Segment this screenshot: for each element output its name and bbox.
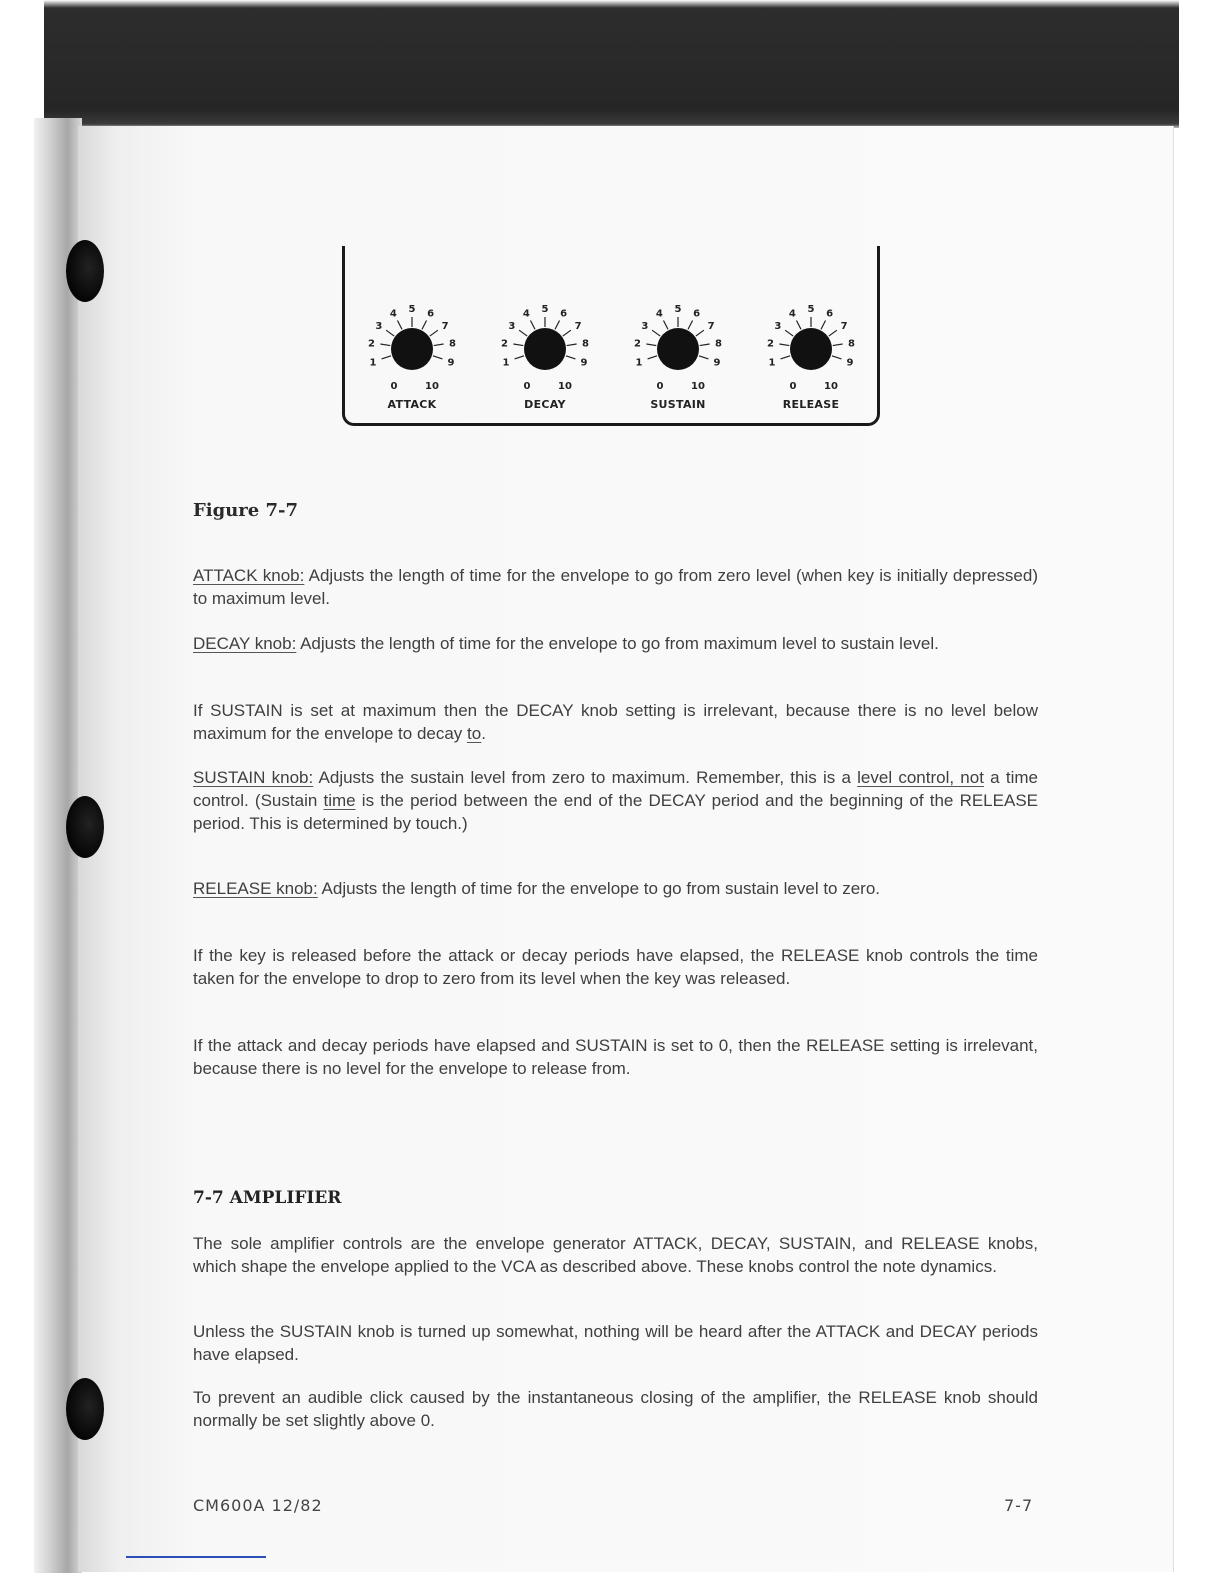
envelope-knob-panel [342,246,880,426]
knob-attack [391,328,433,370]
knob-tick [700,344,710,346]
term-release: RELEASE knob: [193,879,318,898]
knob-dial-graphics [345,246,877,423]
knob-scale-label: 1 [635,357,643,369]
term-decay: DECAY knob: [193,634,297,653]
knob-tick [515,356,525,359]
knob-scale-label: 9 [580,357,588,369]
knob-scale-label: 3 [774,320,782,332]
knob-scale-label: 9 [846,357,854,369]
knob-tick [781,356,791,359]
knob-scale-label: 0 [789,381,797,392]
knob-scale-label: 3 [508,320,516,332]
footer-page-number: 7-7 [1004,1496,1034,1515]
bottom-blue-rule [126,1556,266,1558]
paragraph-decay [193,632,1038,655]
knob-scale-label: 0 [523,381,531,392]
knob-tick [513,344,523,346]
term-time: time [323,791,356,810]
text-sustain-1: Adjusts the sustain level from zero to maximum. Remember, this is a [313,768,858,787]
knob-scale-label: 6 [427,308,435,320]
knob-tick [380,344,390,346]
term-attack: ATTACK knob: [193,566,305,585]
knob-tick [382,356,392,359]
knob-tick [699,356,709,359]
punch-hole-top [66,240,104,302]
knob-scale-label: 9 [447,357,455,369]
term-level-control: level control, not [857,768,984,787]
knob-tick [696,330,704,336]
knob-scale-label: 5 [807,304,815,315]
knob-tick [530,320,535,329]
knob-tick [821,320,826,329]
text-attack: Adjusts the length of time for the envelope to go from zero level (when key is initially depressed) to maximum level. [193,566,1038,608]
knob-tick [688,320,693,329]
knob-tick [567,344,577,346]
text-sustain-note-end: . [481,724,486,743]
knob-scale-label: 1 [768,357,776,369]
knob-scale-label: 7 [707,320,715,332]
amplifier-paragraph-1: The sole amplifier controls are the envelope generator ATTACK, DECAY, SUSTAIN, and RELEASE knobs, which shape the envelope applied to the VCA as described above. These knobs control the note dynamics. [193,1234,1038,1276]
knob-scale-label: 4 [389,308,397,320]
knob-scale-label: 8 [449,338,456,350]
knob-tick [422,320,427,329]
punch-hole-middle [66,796,104,858]
knob-scale-label: 1 [502,357,510,369]
knob-scale-label: 2 [501,338,508,350]
knob-scale-label: 7 [574,320,582,332]
figure-caption: Figure 7-7 [193,500,299,521]
knob-scale-label: 5 [408,304,416,315]
knob-tick [646,344,656,346]
text-sustain-note: If SUSTAIN is set at maximum then the DECAY knob setting is irrelevant, because there is no level below maximum for the envelope to decay [193,701,1038,743]
knob-scale-label: 10 [691,381,705,392]
knob-release [790,328,832,370]
knob-tick [519,330,527,336]
knob-scale-label: 3 [641,320,649,332]
knob-scale-label: 4 [655,308,663,320]
knob-tick [648,356,658,359]
knob-label-release: RELEASE [782,398,840,411]
text-sustain-3: is the period between the end of the DECAY period and the beginning of the RELEASE period. This is determined by touch.) [193,791,1038,833]
knob-scale-label: 3 [375,320,383,332]
text-decay: Adjusts the length of time for the envelope to go from maximum level to sustain level. [296,634,939,653]
text-release: Adjusts the length of time for the envelope to go from sustain level to zero. [317,879,881,898]
knob-tick [397,320,402,329]
knob-scale-label: 6 [693,308,701,320]
knob-scale-label: 5 [674,304,682,315]
knob-tick [832,356,842,359]
knob-scale-label: 8 [582,338,589,350]
knob-scale-label: 6 [560,308,568,320]
knob-tick [563,330,571,336]
amplifier-paragraph-3: To prevent an audible click caused by the instantaneous closing of the amplifier, the RELEASE knob should normally be set slightly above 0. [193,1388,1038,1430]
knob-tick [796,320,801,329]
knob-tick [566,356,576,359]
knob-scale-label: 5 [541,304,549,315]
knob-scale-label: 0 [390,381,398,392]
knob-scale-label: 10 [824,381,838,392]
knob-label-sustain: SUSTAIN [650,398,706,411]
scan-top-band [44,0,1179,128]
paragraph-release [193,877,1038,900]
knob-scale-label: 7 [441,320,449,332]
knob-scale-label: 10 [425,381,439,392]
paragraph-release-note-2: If the attack and decay periods have elapsed and SUSTAIN is set to 0, then the RELEASE setting is irrelevant, because there is no level for the envelope to release from. [193,1036,1038,1078]
knob-scale-label: 8 [715,338,722,350]
knob-tick [663,320,668,329]
emph-to: to [467,724,482,743]
section-heading: 7-7 AMPLIFIER [193,1188,342,1208]
paragraph-release-note-1: If the key is released before the attack or decay periods have elapsed, the RELEASE knob controls the time taken for the envelope to drop to zero from its level when the key was released. [193,946,1038,988]
knob-scale-label: 9 [713,357,721,369]
knob-scale-label: 4 [522,308,530,320]
knob-tick [434,344,444,346]
knob-tick [433,356,443,359]
footer-doc-code: CM600A 12/82 [193,1496,323,1515]
knob-tick [386,330,394,336]
knob-tick [652,330,660,336]
knob-label-decay: DECAY [524,398,566,411]
knob-tick [829,330,837,336]
paragraph-attack [193,564,1038,610]
paragraph-sustain-note [193,699,1038,745]
knob-scale-label: 7 [840,320,848,332]
knob-tick [785,330,793,336]
knob-scale-label: 2 [767,338,774,350]
knob-scale-label: 2 [368,338,375,350]
knob-scale-label: 2 [634,338,641,350]
punch-hole-bottom [66,1378,104,1440]
knob-sustain [657,328,699,370]
knob-scale-label: 6 [826,308,834,320]
knob-decay [524,328,566,370]
knob-scale-label: 0 [656,381,664,392]
knob-scale-label: 1 [369,357,377,369]
knob-tick [430,330,438,336]
text-sustain-2: a time control. (Sustain [193,768,1038,810]
knob-scale-label: 8 [848,338,855,350]
knob-tick [779,344,789,346]
knob-tick [833,344,843,346]
amplifier-paragraph-2: Unless the SUSTAIN knob is turned up somewhat, nothing will be heard after the ATTACK and DECAY periods have elapsed. [193,1322,1038,1364]
term-sustain: SUSTAIN knob: [193,768,314,787]
knob-tick [555,320,560,329]
knob-label-attack: ATTACK [387,398,437,411]
knob-scale-label: 10 [558,381,572,392]
knob-scale-label: 4 [788,308,796,320]
paragraph-sustain [193,766,1038,835]
